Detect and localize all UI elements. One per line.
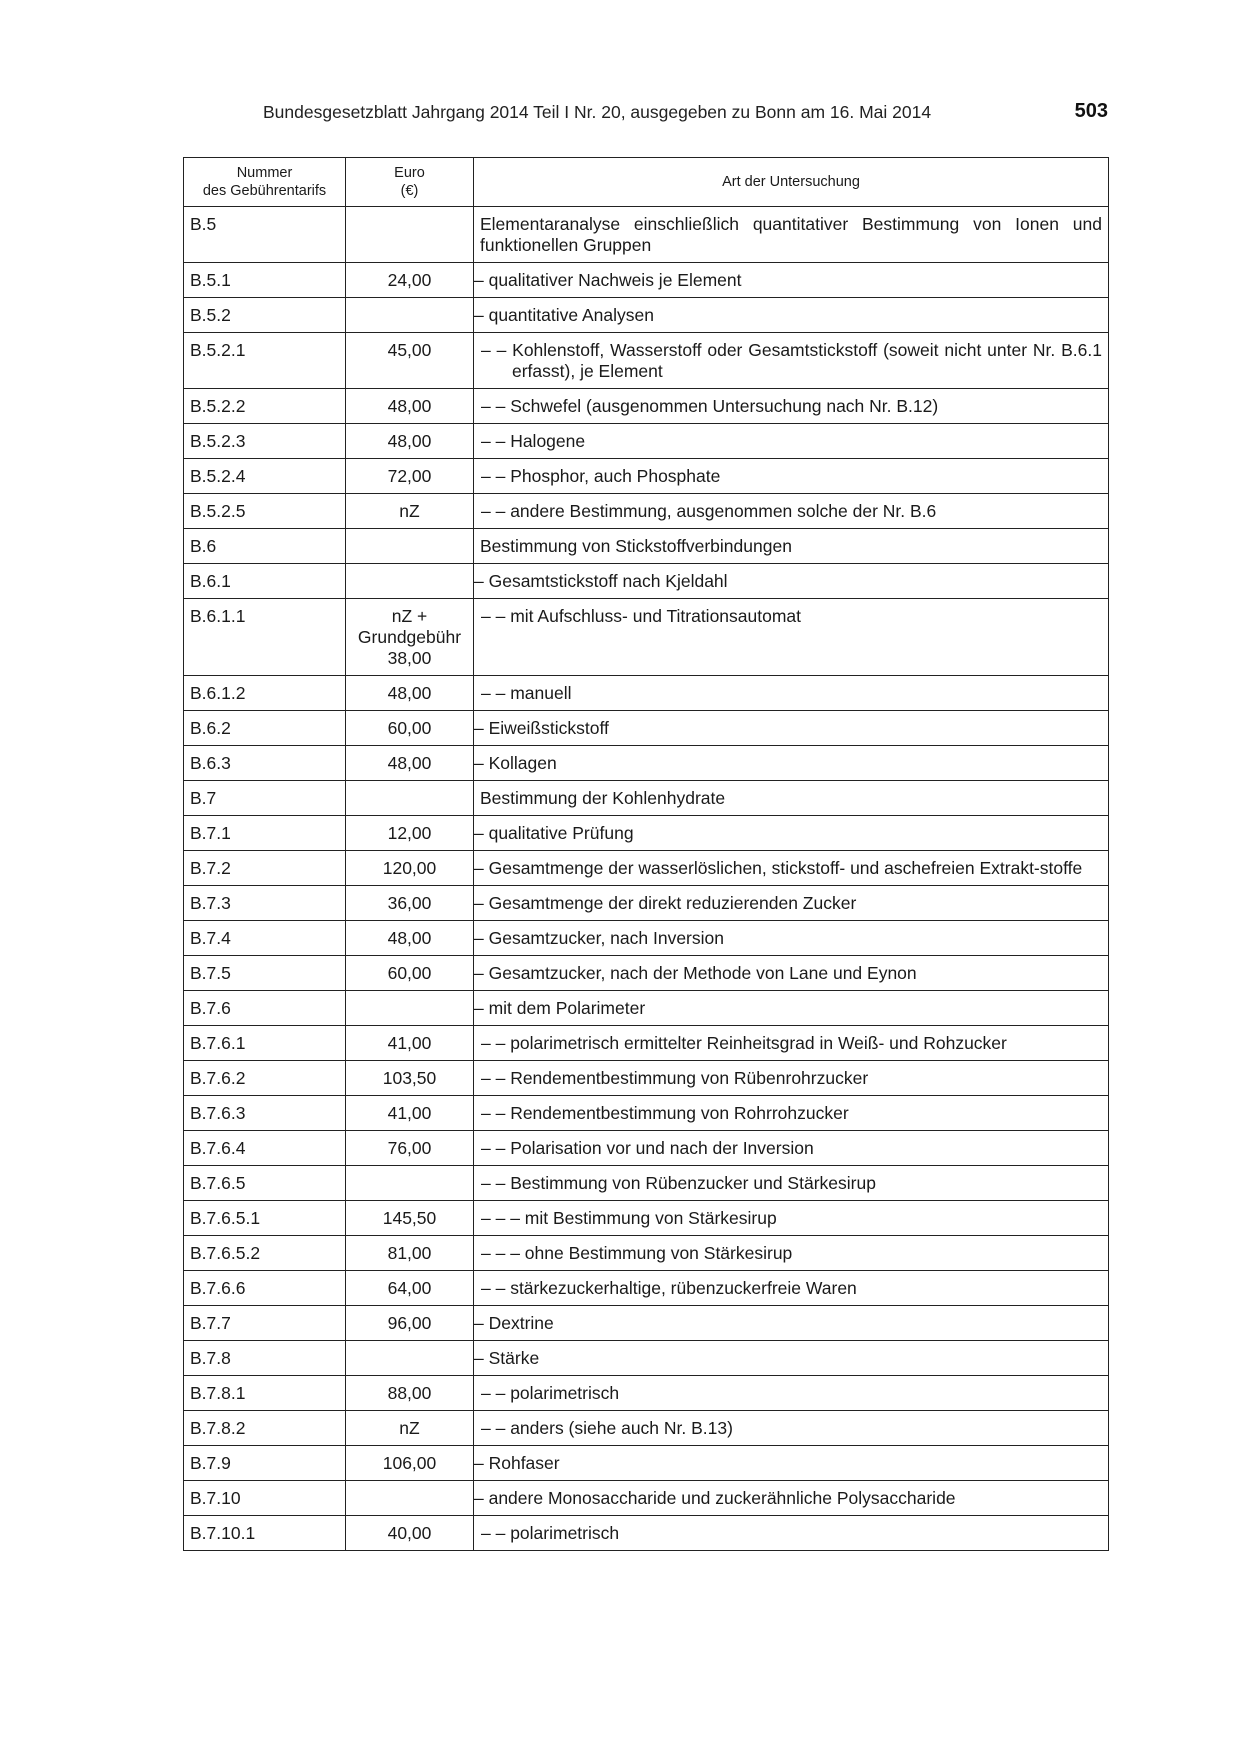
gazette-title: Bundesgesetzblatt Jahrgang 2014 Teil I Nr. 20, ausgegeben zu Bonn am 16. Mai 2014 — [263, 102, 932, 122]
tariff-number: B.7.7 — [184, 1306, 346, 1341]
tariff-number: B.7.2 — [184, 851, 346, 886]
fee-amount: 120,00 — [346, 851, 474, 886]
table-row — [184, 298, 1109, 333]
fee-amount: nZ + Grundgebühr 38,00 — [346, 599, 474, 676]
examination-description: – qualitativer Nachweis je Element — [474, 263, 1109, 298]
tariff-number: B.5.2 — [184, 298, 346, 333]
table-row — [184, 1376, 1109, 1411]
examination-description: – – manuell — [474, 676, 1109, 711]
table-row — [184, 1481, 1109, 1516]
tariff-number: B.5.2.3 — [184, 424, 346, 459]
table-row — [184, 529, 1109, 564]
fee-amount — [346, 991, 474, 1026]
fee-amount: 60,00 — [346, 711, 474, 746]
examination-description: – qualitative Prüfung — [474, 816, 1109, 851]
fee-amount: nZ — [346, 494, 474, 529]
fee-amount — [346, 529, 474, 564]
table-row — [184, 676, 1109, 711]
tariff-number: B.7.5 — [184, 956, 346, 991]
examination-description: – – Kohlenstoff, Wasserstoff oder Gesamtstickstoff (soweit nicht unter Nr. B.6.1 erfasst), je Element — [474, 333, 1109, 389]
fee-amount — [346, 781, 474, 816]
fee-amount: 145,50 — [346, 1201, 474, 1236]
tariff-number: B.7.10 — [184, 1481, 346, 1516]
examination-description: – Eiweißstickstoff — [474, 711, 1109, 746]
tariff-number: B.5.2.5 — [184, 494, 346, 529]
table-row — [184, 1166, 1109, 1201]
header-type: Art der Untersuchung — [474, 158, 1109, 207]
tariff-number: B.7.8.2 — [184, 1411, 346, 1446]
table-row — [184, 1411, 1109, 1446]
page-number: 503 — [1074, 100, 1108, 122]
table-row — [184, 1061, 1109, 1096]
tariff-number: B.7.6.6 — [184, 1271, 346, 1306]
fee-amount: 48,00 — [346, 389, 474, 424]
table-row — [184, 1446, 1109, 1481]
table-row — [184, 207, 1109, 263]
tariff-number: B.7.6.3 — [184, 1096, 346, 1131]
tariff-number: B.7.8 — [184, 1341, 346, 1376]
table-row — [184, 956, 1109, 991]
table-row — [184, 746, 1109, 781]
examination-description: – – anders (siehe auch Nr. B.13) — [474, 1411, 1109, 1446]
table-row — [184, 494, 1109, 529]
examination-description: – – – ohne Bestimmung von Stärkesirup — [474, 1236, 1109, 1271]
tariff-number: B.6.3 — [184, 746, 346, 781]
fee-amount: 103,50 — [346, 1061, 474, 1096]
tariff-number: B.5.2.4 — [184, 459, 346, 494]
fee-amount: nZ — [346, 1411, 474, 1446]
fee-amount: 76,00 — [346, 1131, 474, 1166]
table-row — [184, 781, 1109, 816]
examination-description: – Gesamtmenge der wasserlöslichen, stickstoff- und aschefreien Extrakt-stoffe — [474, 851, 1109, 886]
tariff-number: B.7 — [184, 781, 346, 816]
fee-amount: 106,00 — [346, 1446, 474, 1481]
tariff-number: B.7.10.1 — [184, 1516, 346, 1551]
table-row — [184, 1131, 1109, 1166]
tariff-number: B.6.1.1 — [184, 599, 346, 676]
examination-description: – – stärkezuckerhaltige, rübenzuckerfreie Waren — [474, 1271, 1109, 1306]
examination-description: – – polarimetrisch — [474, 1376, 1109, 1411]
fee-amount — [346, 564, 474, 599]
examination-description: – – Schwefel (ausgenommen Untersuchung nach Nr. B.12) — [474, 389, 1109, 424]
examination-description: – quantitative Analysen — [474, 298, 1109, 333]
tariff-number: B.7.6.2 — [184, 1061, 346, 1096]
examination-description: – andere Monosaccharide und zuckerähnliche Polysaccharide — [474, 1481, 1109, 1516]
tariff-number: B.7.6.1 — [184, 1026, 346, 1061]
fee-amount: 48,00 — [346, 921, 474, 956]
table-row — [184, 564, 1109, 599]
table-row — [184, 389, 1109, 424]
tariff-number: B.7.6.4 — [184, 1131, 346, 1166]
table-row — [184, 886, 1109, 921]
examination-description: – – polarimetrisch — [474, 1516, 1109, 1551]
fee-amount: 48,00 — [346, 676, 474, 711]
fee-amount: 64,00 — [346, 1271, 474, 1306]
examination-description: – – – mit Bestimmung von Stärkesirup — [474, 1201, 1109, 1236]
fee-amount — [346, 298, 474, 333]
examination-description: – Gesamtzucker, nach Inversion — [474, 921, 1109, 956]
fee-amount — [346, 207, 474, 263]
table-row — [184, 599, 1109, 676]
examination-description: – – Rendementbestimmung von Rohrrohzucker — [474, 1096, 1109, 1131]
header-number: Nummer des Gebührentarifs — [184, 158, 346, 207]
table-row — [184, 1096, 1109, 1131]
tariff-number: B.6 — [184, 529, 346, 564]
fee-amount: 36,00 — [346, 886, 474, 921]
examination-description: – Gesamtmenge der direkt reduzierenden Zucker — [474, 886, 1109, 921]
tariff-number: B.7.6.5 — [184, 1166, 346, 1201]
examination-description: – Dextrine — [474, 1306, 1109, 1341]
fee-amount — [346, 1481, 474, 1516]
tariff-number: B.7.6 — [184, 991, 346, 1026]
examination-description: – – andere Bestimmung, ausgenommen solche der Nr. B.6 — [474, 494, 1109, 529]
fee-amount: 45,00 — [346, 333, 474, 389]
table-row — [184, 263, 1109, 298]
fee-amount — [346, 1166, 474, 1201]
fee-amount: 81,00 — [346, 1236, 474, 1271]
table-header-row — [184, 158, 1109, 207]
fee-amount: 88,00 — [346, 1376, 474, 1411]
examination-description: – mit dem Polarimeter — [474, 991, 1109, 1026]
fee-amount: 41,00 — [346, 1026, 474, 1061]
fee-amount: 12,00 — [346, 816, 474, 851]
table-row — [184, 1516, 1109, 1551]
table-row — [184, 333, 1109, 389]
tariff-number: B.7.6.5.1 — [184, 1201, 346, 1236]
examination-description: Bestimmung der Kohlenhydrate — [474, 781, 1109, 816]
table-row — [184, 1306, 1109, 1341]
fee-amount: 96,00 — [346, 1306, 474, 1341]
examination-description: – – Polarisation vor und nach der Inversion — [474, 1131, 1109, 1166]
table-row — [184, 1026, 1109, 1061]
examination-description: – Gesamtzucker, nach der Methode von Lane und Eynon — [474, 956, 1109, 991]
tariff-number: B.5.2.1 — [184, 333, 346, 389]
table-row — [184, 991, 1109, 1026]
fee-amount — [346, 1341, 474, 1376]
tariff-number: B.5.1 — [184, 263, 346, 298]
fee-amount: 24,00 — [346, 263, 474, 298]
tariff-number: B.7.6.5.2 — [184, 1236, 346, 1271]
fee-amount: 41,00 — [346, 1096, 474, 1131]
tariff-number: B.6.1 — [184, 564, 346, 599]
examination-description: – – Phosphor, auch Phosphate — [474, 459, 1109, 494]
examination-description: – – mit Aufschluss- und Titrationsautomat — [474, 599, 1109, 676]
table-row — [184, 1271, 1109, 1306]
table-row — [184, 424, 1109, 459]
fee-amount: 40,00 — [346, 1516, 474, 1551]
examination-description: – Gesamtstickstoff nach Kjeldahl — [474, 564, 1109, 599]
tariff-number: B.7.3 — [184, 886, 346, 921]
page-header — [183, 100, 1108, 128]
fee-amount: 48,00 — [346, 424, 474, 459]
table-row — [184, 1236, 1109, 1271]
tariff-number: B.7.4 — [184, 921, 346, 956]
table-row — [184, 1341, 1109, 1376]
tariff-number: B.7.8.1 — [184, 1376, 346, 1411]
examination-description: – – polarimetrisch ermittelter Reinheitsgrad in Weiß- und Rohzucker — [474, 1026, 1109, 1061]
tariff-number: B.5.2.2 — [184, 389, 346, 424]
tariff-number: B.6.1.2 — [184, 676, 346, 711]
table-row — [184, 459, 1109, 494]
table-body — [184, 207, 1109, 1551]
table-row — [184, 711, 1109, 746]
fee-amount: 60,00 — [346, 956, 474, 991]
examination-description: – – Bestimmung von Rübenzucker und Stärkesirup — [474, 1166, 1109, 1201]
tariff-number: B.6.2 — [184, 711, 346, 746]
fee-amount: 48,00 — [346, 746, 474, 781]
table-row — [184, 921, 1109, 956]
examination-description: – Rohfaser — [474, 1446, 1109, 1481]
table-row — [184, 816, 1109, 851]
examination-description: – Stärke — [474, 1341, 1109, 1376]
examination-description: – – Rendementbestimmung von Rübenrohrzucker — [474, 1061, 1109, 1096]
examination-description: Elementaranalyse einschließlich quantitativer Bestimmung von Ionen und funktionellen Gruppen — [474, 207, 1109, 263]
fee-table — [183, 157, 1109, 1551]
examination-description: – – Halogene — [474, 424, 1109, 459]
tariff-number: B.7.9 — [184, 1446, 346, 1481]
fee-amount: 72,00 — [346, 459, 474, 494]
tariff-number: B.5 — [184, 207, 346, 263]
table-row — [184, 851, 1109, 886]
examination-description: – Kollagen — [474, 746, 1109, 781]
table-row — [184, 1201, 1109, 1236]
examination-description: Bestimmung von Stickstoffverbindungen — [474, 529, 1109, 564]
header-euro: Euro (€) — [346, 158, 474, 207]
tariff-number: B.7.1 — [184, 816, 346, 851]
